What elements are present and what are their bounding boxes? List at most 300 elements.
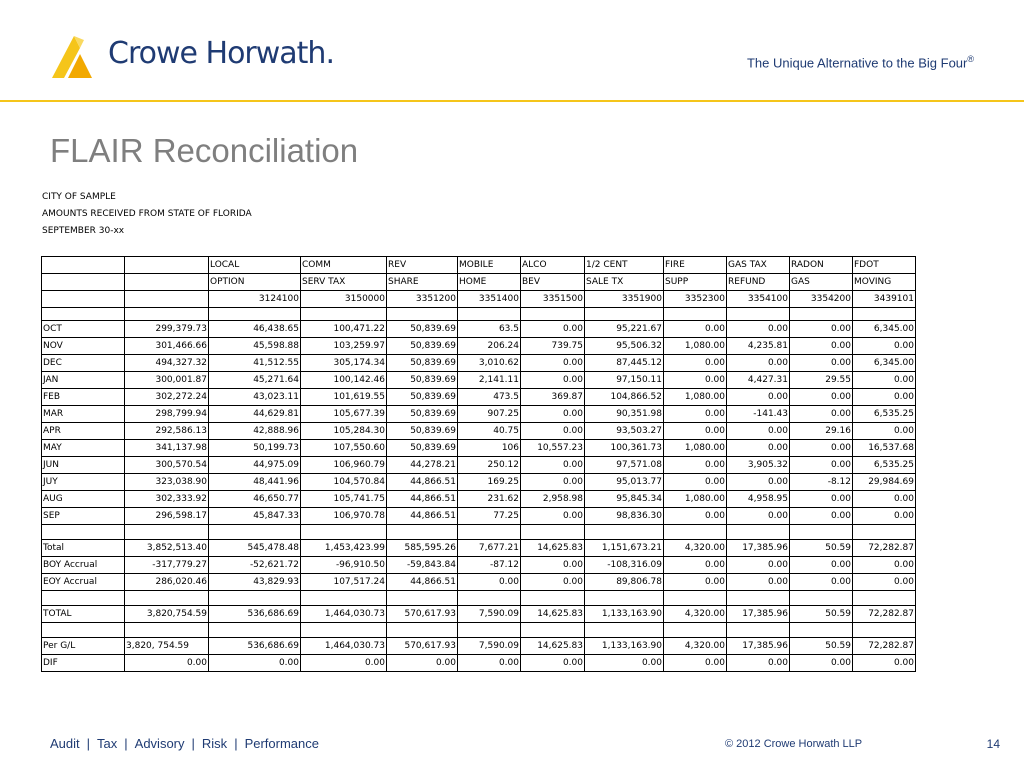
- spacer-cell: [458, 591, 521, 606]
- amount-cell: 4,958.95: [727, 491, 790, 508]
- account-code-cell: 3439101: [853, 291, 916, 308]
- month-label: NOV: [42, 338, 125, 355]
- spacer-cell: [790, 591, 853, 606]
- spacer-cell: [790, 525, 853, 540]
- summary-total: 286,020.46: [125, 574, 209, 591]
- amount-cell: 45,271.64: [209, 372, 301, 389]
- account-code-cell: 3150000: [301, 291, 387, 308]
- month-total: 298,799.94: [125, 406, 209, 423]
- subcategory-header-cell: SALE TX: [585, 274, 664, 291]
- amount-cell: 40.75: [458, 423, 521, 440]
- month-label: DEC: [42, 355, 125, 372]
- table-row: [42, 321, 916, 338]
- amount-cell: 169.25: [458, 474, 521, 491]
- amount-cell: -96,910.50: [301, 557, 387, 574]
- spacer-cell: [125, 591, 209, 606]
- amount-cell: 0.00: [790, 457, 853, 474]
- amount-cell: 536,686.69: [209, 606, 301, 623]
- month-total: 299,379.73: [125, 321, 209, 338]
- spacer-cell: [301, 525, 387, 540]
- footer-separator: |: [234, 736, 238, 751]
- amount-cell: 0.00: [664, 372, 727, 389]
- amount-cell: 43,023.11: [209, 389, 301, 406]
- amount-cell: 41,512.55: [209, 355, 301, 372]
- subcategory-header-cell: REFUND: [727, 274, 790, 291]
- amount-cell: 0.00: [790, 338, 853, 355]
- amount-cell: 0.00: [521, 321, 585, 338]
- amount-cell: 585,595.26: [387, 540, 458, 557]
- amount-cell: 16,537.68: [853, 440, 916, 457]
- amount-cell: 50,839.69: [387, 338, 458, 355]
- amount-cell: 570,617.93: [387, 638, 458, 655]
- amount-cell: 0.00: [727, 508, 790, 525]
- amount-cell: 17,385.96: [727, 540, 790, 557]
- blank-cell: [209, 308, 301, 321]
- amount-cell: 0.00: [727, 574, 790, 591]
- amount-cell: 7,677.21: [458, 540, 521, 557]
- account-code-cell: 3351200: [387, 291, 458, 308]
- amount-cell: 50,839.69: [387, 355, 458, 372]
- spacer-cell: [853, 525, 916, 540]
- subcategory-header-cell: MOVING: [853, 274, 916, 291]
- account-code-cell: 3351400: [458, 291, 521, 308]
- spacer-cell: [585, 591, 664, 606]
- spacer-cell: [209, 591, 301, 606]
- amount-cell: 0.00: [853, 655, 916, 672]
- amount-cell: 107,517.24: [301, 574, 387, 591]
- amount-cell: 0.00: [790, 440, 853, 457]
- spacer-cell: [664, 591, 727, 606]
- table-row: [42, 389, 916, 406]
- amount-cell: 4,320.00: [664, 606, 727, 623]
- amount-cell: 50,839.69: [387, 389, 458, 406]
- spacer-cell: [42, 623, 125, 638]
- amount-cell: 4,320.00: [664, 638, 727, 655]
- month-label: JUN: [42, 457, 125, 474]
- category-header-cell: 1/2 CENT: [585, 257, 664, 274]
- amount-cell: 105,284.30: [301, 423, 387, 440]
- blank-cell: [125, 308, 209, 321]
- month-total: 292,586.13: [125, 423, 209, 440]
- table-row: [42, 372, 916, 389]
- difference-total: 0.00: [125, 655, 209, 672]
- amount-cell: 1,133,163.90: [585, 606, 664, 623]
- amount-cell: 10,557.23: [521, 440, 585, 457]
- amount-cell: 0.00: [727, 355, 790, 372]
- amount-cell: 50,839.69: [387, 440, 458, 457]
- amount-cell: -87.12: [458, 557, 521, 574]
- amount-cell: 0.00: [727, 474, 790, 491]
- summary-label: BOY Accrual: [42, 557, 125, 574]
- footer-separator: |: [86, 736, 91, 751]
- blank-cell: [585, 308, 664, 321]
- month-label: AUG: [42, 491, 125, 508]
- month-label: OCT: [42, 321, 125, 338]
- account-code-cell: 3124100: [209, 291, 301, 308]
- amount-cell: 0.00: [664, 508, 727, 525]
- blank-cell: [664, 308, 727, 321]
- spacer-cell: [853, 591, 916, 606]
- amount-cell: 2,141.11: [458, 372, 521, 389]
- amount-cell: 536,686.69: [209, 638, 301, 655]
- spacer-cell: [209, 525, 301, 540]
- footer-service-risk: Risk: [201, 736, 228, 751]
- row-label-cell: [42, 257, 125, 274]
- category-header-cell: LOCAL: [209, 257, 301, 274]
- blank-cell: [853, 308, 916, 321]
- amount-cell: 105,677.39: [301, 406, 387, 423]
- page-title: FLAIR Reconciliation: [50, 132, 359, 169]
- amount-cell: 50,839.69: [387, 423, 458, 440]
- amount-cell: 0.00: [790, 406, 853, 423]
- amount-cell: 6,535.25: [853, 406, 916, 423]
- amount-cell: 2,958.98: [521, 491, 585, 508]
- amount-cell: 44,866.51: [387, 491, 458, 508]
- month-total: 296,598.17: [125, 508, 209, 525]
- spacer-row: [42, 623, 916, 638]
- table-row: [42, 338, 916, 355]
- spacer-cell: [458, 525, 521, 540]
- subcategory-header-cell: OPTION: [209, 274, 301, 291]
- amount-cell: 0.00: [790, 557, 853, 574]
- month-label: JAN: [42, 372, 125, 389]
- spacer-cell: [387, 591, 458, 606]
- amount-cell: 50.59: [790, 638, 853, 655]
- header-row-category: [42, 257, 916, 274]
- amount-cell: 0.00: [790, 389, 853, 406]
- spacer-cell: [585, 623, 664, 638]
- amount-cell: 0.00: [209, 655, 301, 672]
- logo-wordmark: Crowe Horwath.: [108, 36, 334, 71]
- spacer-cell: [521, 623, 585, 638]
- amount-cell: 101,619.55: [301, 389, 387, 406]
- amount-cell: 0.00: [790, 355, 853, 372]
- amount-cell: 100,361.73: [585, 440, 664, 457]
- amount-cell: 103,259.97: [301, 338, 387, 355]
- amount-cell: 0.00: [664, 474, 727, 491]
- tagline-text: The Unique Alternative to the Big Four: [746, 55, 968, 71]
- month-label: APR: [42, 423, 125, 440]
- spacer-cell: [727, 623, 790, 638]
- amount-cell: 0.00: [853, 557, 916, 574]
- amount-cell: 0.00: [853, 372, 916, 389]
- spacer-cell: [853, 623, 916, 638]
- footer-service-tax: Tax: [97, 736, 118, 751]
- category-header-cell: FIRE: [664, 257, 727, 274]
- grand-total: 3,820,754.59: [125, 606, 209, 623]
- per-gl-total: 3,820, 754.59: [125, 638, 209, 655]
- grand-total-label: TOTAL: [42, 606, 125, 623]
- subcategory-header-cell: GAS: [790, 274, 853, 291]
- grand-total-row: [42, 606, 916, 623]
- company-logo: [50, 32, 334, 80]
- table-row: [42, 406, 916, 423]
- amount-cell: 14,625.83: [521, 606, 585, 623]
- amount-cell: 44,866.51: [387, 474, 458, 491]
- amount-cell: 0.00: [853, 423, 916, 440]
- amount-cell: -141.43: [727, 406, 790, 423]
- month-label: SEP: [42, 508, 125, 525]
- amount-cell: 0.00: [790, 574, 853, 591]
- amount-cell: 0.00: [853, 491, 916, 508]
- account-code-cell: 3351900: [585, 291, 664, 308]
- blank-cell: [387, 308, 458, 321]
- month-label: MAY: [42, 440, 125, 457]
- amount-cell: 44,278.21: [387, 457, 458, 474]
- table-row: [42, 474, 916, 491]
- amount-cell: 1,464,030.73: [301, 606, 387, 623]
- total-cell: [125, 257, 209, 274]
- amount-cell: 570,617.93: [387, 606, 458, 623]
- month-total: 323,038.90: [125, 474, 209, 491]
- amount-cell: 14,625.83: [521, 638, 585, 655]
- subcategory-header-cell: HOME: [458, 274, 521, 291]
- amount-cell: 4,235.81: [727, 338, 790, 355]
- account-code-cell: 3351500: [521, 291, 585, 308]
- header-row-subcategory: [42, 274, 916, 291]
- amount-cell: 0.00: [664, 457, 727, 474]
- amount-cell: 104,570.84: [301, 474, 387, 491]
- spacer-cell: [387, 623, 458, 638]
- amount-cell: 100,471.22: [301, 321, 387, 338]
- amount-cell: 473.5: [458, 389, 521, 406]
- row-label-cell: [42, 291, 125, 308]
- account-code-cell: 3354200: [790, 291, 853, 308]
- amount-cell: 72,282.87: [853, 606, 916, 623]
- amount-cell: 305,174.34: [301, 355, 387, 372]
- amount-cell: 42,888.96: [209, 423, 301, 440]
- month-total: 301,466.66: [125, 338, 209, 355]
- amount-cell: 87,445.12: [585, 355, 664, 372]
- category-header-cell: REV: [387, 257, 458, 274]
- spacer-cell: [521, 525, 585, 540]
- reconciliation-table: [41, 256, 916, 672]
- category-header-cell: MOBILE: [458, 257, 521, 274]
- summary-row: [42, 557, 916, 574]
- amount-cell: 6,345.00: [853, 355, 916, 372]
- amount-cell: 29.16: [790, 423, 853, 440]
- spacer-cell: [301, 591, 387, 606]
- amount-cell: 98,836.30: [585, 508, 664, 525]
- amount-cell: 250.12: [458, 457, 521, 474]
- amount-cell: 0.00: [790, 321, 853, 338]
- spacer-cell: [458, 623, 521, 638]
- summary-label: EOY Accrual: [42, 574, 125, 591]
- amount-cell: 0.00: [664, 355, 727, 372]
- amount-cell: 0.00: [521, 355, 585, 372]
- total-cell: [125, 274, 209, 291]
- amount-cell: 17,385.96: [727, 606, 790, 623]
- amount-cell: 63.5: [458, 321, 521, 338]
- amount-cell: 4,320.00: [664, 540, 727, 557]
- amount-cell: 50,839.69: [387, 372, 458, 389]
- amount-cell: 95,013.77: [585, 474, 664, 491]
- category-header-cell: ALCO: [521, 257, 585, 274]
- spacer-cell: [585, 525, 664, 540]
- amount-cell: 0.00: [458, 655, 521, 672]
- amount-cell: 44,975.09: [209, 457, 301, 474]
- amount-cell: 0.00: [727, 557, 790, 574]
- amount-cell: 50.59: [790, 540, 853, 557]
- amount-cell: -59,843.84: [387, 557, 458, 574]
- amount-cell: 100,142.46: [301, 372, 387, 389]
- amount-cell: 95,221.67: [585, 321, 664, 338]
- amount-cell: 17,385.96: [727, 638, 790, 655]
- amount-cell: 0.00: [521, 508, 585, 525]
- amount-cell: 0.00: [727, 440, 790, 457]
- amount-cell: 6,345.00: [853, 321, 916, 338]
- summary-total: -317,779.27: [125, 557, 209, 574]
- amount-cell: 1,080.00: [664, 440, 727, 457]
- category-header-cell: RADON: [790, 257, 853, 274]
- month-label: MAR: [42, 406, 125, 423]
- amount-cell: 1,453,423.99: [301, 540, 387, 557]
- header-row-account-code: [42, 291, 916, 308]
- amount-cell: 97,150.11: [585, 372, 664, 389]
- registered-mark: ®: [967, 54, 974, 64]
- amount-cell: 6,535.25: [853, 457, 916, 474]
- spacer-cell: [727, 525, 790, 540]
- spacer-cell: [790, 623, 853, 638]
- amount-cell: 0.00: [853, 338, 916, 355]
- amount-cell: -52,621.72: [209, 557, 301, 574]
- difference-label: DIF: [42, 655, 125, 672]
- tagline: [747, 54, 974, 70]
- amount-cell: 44,866.51: [387, 508, 458, 525]
- amount-cell: -8.12: [790, 474, 853, 491]
- amount-cell: 1,133,163.90: [585, 638, 664, 655]
- blank-cell: [727, 308, 790, 321]
- header-divider: [0, 100, 1024, 102]
- footer-service-audit: Audit: [50, 736, 80, 751]
- amount-cell: 0.00: [664, 321, 727, 338]
- amount-cell: 89,806.78: [585, 574, 664, 591]
- footer-service-advisory: Advisory: [134, 736, 185, 751]
- summary-row: [42, 574, 916, 591]
- amount-cell: 72,282.87: [853, 638, 916, 655]
- amount-cell: 48,441.96: [209, 474, 301, 491]
- amount-cell: 0.00: [853, 389, 916, 406]
- amount-cell: 7,590.09: [458, 638, 521, 655]
- amount-cell: 106,970.78: [301, 508, 387, 525]
- amount-cell: 106,960.79: [301, 457, 387, 474]
- amount-cell: 0.00: [664, 557, 727, 574]
- amount-cell: 0.00: [727, 389, 790, 406]
- month-total: 341,137.98: [125, 440, 209, 457]
- amount-cell: 14,625.83: [521, 540, 585, 557]
- amount-cell: 50.59: [790, 606, 853, 623]
- amount-cell: 50,839.69: [387, 321, 458, 338]
- table-row: [42, 457, 916, 474]
- amount-cell: 0.00: [727, 423, 790, 440]
- amount-cell: 1,464,030.73: [301, 638, 387, 655]
- logo-mark-icon: [50, 32, 100, 80]
- spacer-cell: [125, 623, 209, 638]
- subcategory-header-cell: SHARE: [387, 274, 458, 291]
- amount-cell: 107,550.60: [301, 440, 387, 457]
- amount-cell: 3,905.32: [727, 457, 790, 474]
- spacer-cell: [42, 525, 125, 540]
- summary-total: 3,852,513.40: [125, 540, 209, 557]
- subcategory-header-cell: BEV: [521, 274, 585, 291]
- amount-cell: 0.00: [458, 574, 521, 591]
- month-label: JUY: [42, 474, 125, 491]
- amount-cell: 0.00: [853, 574, 916, 591]
- month-label: FEB: [42, 389, 125, 406]
- amount-cell: 29.55: [790, 372, 853, 389]
- amount-cell: 0.00: [853, 508, 916, 525]
- amount-cell: 907.25: [458, 406, 521, 423]
- amount-cell: 206.24: [458, 338, 521, 355]
- spacer-cell: [521, 591, 585, 606]
- amount-cell: 0.00: [387, 655, 458, 672]
- page-number: 14: [986, 737, 1000, 751]
- amount-cell: 0.00: [521, 406, 585, 423]
- account-code-cell: 3354100: [727, 291, 790, 308]
- amount-cell: 44,629.81: [209, 406, 301, 423]
- amount-cell: 90,351.98: [585, 406, 664, 423]
- table-body: [42, 257, 916, 672]
- subcategory-header-cell: SUPP: [664, 274, 727, 291]
- amount-cell: 545,478.48: [209, 540, 301, 557]
- amount-cell: 0.00: [790, 491, 853, 508]
- blank-cell: [521, 308, 585, 321]
- category-header-cell: COMM: [301, 257, 387, 274]
- spacer-row: [42, 591, 916, 606]
- amount-cell: 43,829.93: [209, 574, 301, 591]
- spacer-cell: [664, 623, 727, 638]
- report-subtitle: AMOUNTS RECEIVED FROM STATE OF FLORIDA: [42, 209, 252, 219]
- month-total: 494,327.32: [125, 355, 209, 372]
- amount-cell: 0.00: [521, 372, 585, 389]
- amount-cell: 45,598.88: [209, 338, 301, 355]
- footer-separator: |: [191, 736, 195, 751]
- amount-cell: 0.00: [790, 655, 853, 672]
- amount-cell: 0.00: [521, 474, 585, 491]
- amount-cell: -108,316.09: [585, 557, 664, 574]
- table-row: [42, 355, 916, 372]
- amount-cell: 0.00: [521, 457, 585, 474]
- table-row: [42, 423, 916, 440]
- amount-cell: 0.00: [521, 557, 585, 574]
- month-total: 300,570.54: [125, 457, 209, 474]
- table-row: [42, 440, 916, 457]
- amount-cell: 93,503.27: [585, 423, 664, 440]
- amount-cell: 97,571.08: [585, 457, 664, 474]
- report-period: SEPTEMBER 30-xx: [42, 226, 125, 236]
- spacer-cell: [727, 591, 790, 606]
- spacer-row: [42, 525, 916, 540]
- table-row: [42, 491, 916, 508]
- amount-cell: 231.62: [458, 491, 521, 508]
- category-header-cell: GAS TAX: [727, 257, 790, 274]
- amount-cell: 1,080.00: [664, 338, 727, 355]
- amount-cell: 72,282.87: [853, 540, 916, 557]
- amount-cell: 369.87: [521, 389, 585, 406]
- amount-cell: 46,650.77: [209, 491, 301, 508]
- account-code-cell: 3352300: [664, 291, 727, 308]
- footer-service-performance: Performance: [244, 736, 319, 751]
- blank-cell: [301, 308, 387, 321]
- amount-cell: 104,866.52: [585, 389, 664, 406]
- month-total: 302,272.24: [125, 389, 209, 406]
- amount-cell: 3,010.62: [458, 355, 521, 372]
- amount-cell: 0.00: [521, 655, 585, 672]
- amount-cell: 0.00: [727, 321, 790, 338]
- amount-cell: 0.00: [790, 508, 853, 525]
- amount-cell: 7,590.09: [458, 606, 521, 623]
- amount-cell: 50,199.73: [209, 440, 301, 457]
